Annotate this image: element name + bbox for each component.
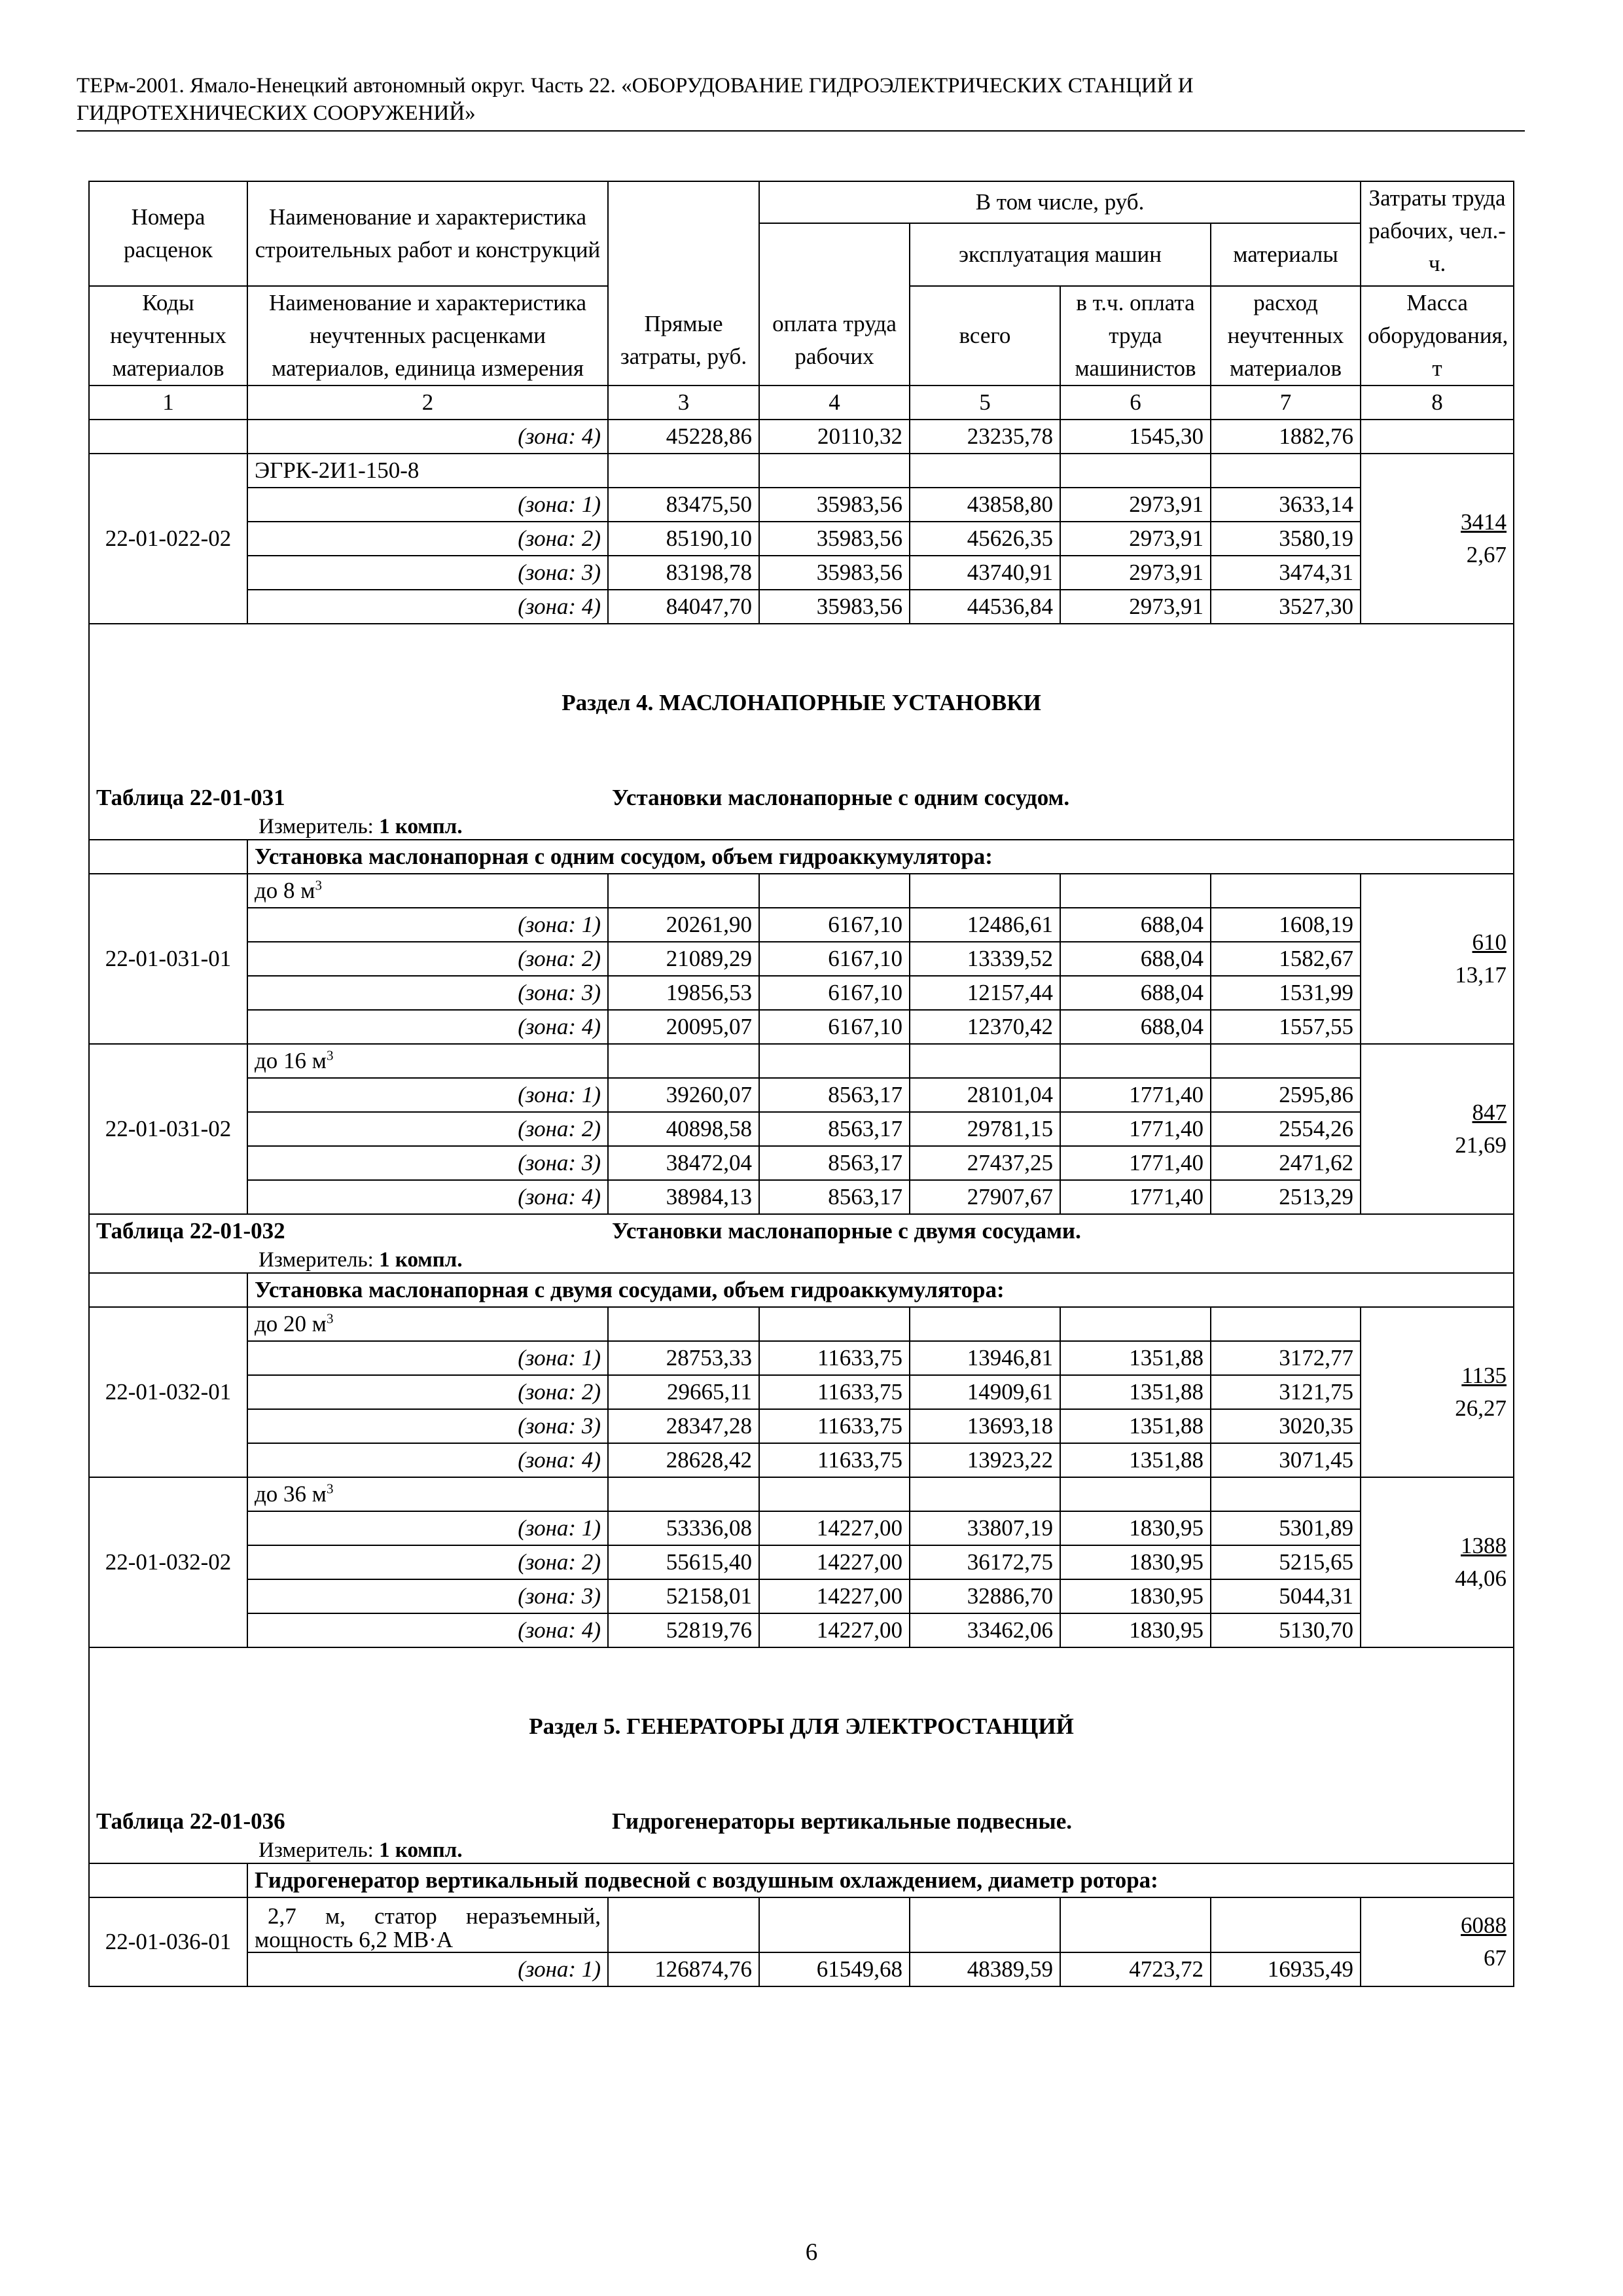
section-title: Раздел 4. МАСЛОНАПОРНЫЕ УСТАНОВКИ bbox=[89, 624, 1514, 781]
rate-code: 22-01-022-02 bbox=[89, 454, 247, 624]
machinists-pay: 1545,30 bbox=[1060, 420, 1211, 454]
zone-row: (зона: 1) 53336,08 14227,00 33807,19 1830,95 5301,89 bbox=[89, 1511, 1514, 1545]
col-num: 6 bbox=[1060, 386, 1211, 420]
col-including: В том числе, руб. bbox=[759, 181, 1361, 223]
col-labor: Затраты труда рабочих, чел.-ч. bbox=[1361, 181, 1514, 286]
col-num: 8 bbox=[1361, 386, 1514, 420]
col-rate-numbers: Номера расценок bbox=[89, 181, 247, 286]
rate-code: 22-01-031-01 bbox=[89, 874, 247, 1044]
table-heading bbox=[89, 781, 1514, 840]
subheading-row bbox=[89, 840, 1514, 874]
col-equipment-mass: Масса оборудования, т bbox=[1361, 286, 1514, 386]
col-direct-costs: Прямые затраты, руб. bbox=[608, 181, 759, 386]
col-workers-pay: оплата труда рабочих bbox=[759, 223, 910, 386]
col-num: 7 bbox=[1211, 386, 1361, 420]
table-heading-row bbox=[89, 1805, 1514, 1863]
col-num: 1 bbox=[89, 386, 247, 420]
table-heading-row bbox=[89, 781, 1514, 840]
zone-row: (зона: 4) 28628,42 11633,75 13923,22 1351,88 3071,45 bbox=[89, 1443, 1514, 1477]
zone-row: (зона: 3) 19856,53 6167,10 12157,44 688,04 1531,99 bbox=[89, 976, 1514, 1010]
rate-code: 22-01-032-01 bbox=[89, 1307, 247, 1477]
col-unaccounted-consumption: расход неучтенных материалов bbox=[1211, 286, 1361, 386]
meter: Измеритель: 1 компл. bbox=[259, 1839, 463, 1862]
meter: Измеритель: 1 компл. bbox=[259, 815, 463, 838]
rate-name: до 20 $м^3$ bbox=[247, 1307, 608, 1341]
zone-row: (зона: 4) 52819,76 14227,00 33462,06 1830,95 5130,70 bbox=[89, 1613, 1514, 1647]
mass-cell: 1388 44,06 bbox=[1361, 1477, 1514, 1647]
header-line-1: ТЕРм-2001. Ямало-Ненецкий автономный округ. Часть 22. «ОБОРУДОВАНИЕ ГИДРОЭЛЕКТРИЧЕСКИХ СТАНЦИЙ И bbox=[77, 74, 1194, 98]
mass-cell: 1135 26,27 bbox=[1361, 1307, 1514, 1477]
col-num: 3 bbox=[608, 386, 759, 420]
subheading-row bbox=[89, 1273, 1514, 1307]
table-heading bbox=[89, 1214, 1514, 1273]
zone-row: (зона: 1) 20261,90 6167,10 12486,61 688,04 1608,19 bbox=[89, 908, 1514, 942]
table-label: Таблица 22-01-032 bbox=[96, 1218, 285, 1244]
materials-cost: 1882,76 bbox=[1211, 420, 1361, 454]
table-title: Установки маслонапорные с двумя сосудами. bbox=[612, 1218, 1081, 1244]
col-name-desc: Наименование и характеристика строительных работ и конструкций bbox=[247, 181, 608, 286]
rates-table bbox=[88, 181, 1514, 1987]
section-row bbox=[89, 624, 1514, 781]
table-heading-row bbox=[89, 1214, 1514, 1273]
table-title: Гидрогенераторы вертикальные подвесные. bbox=[612, 1808, 1072, 1834]
table-title: Установки маслонапорные с одним сосудом. bbox=[612, 785, 1070, 810]
zone-row: (зона: 1) 39260,07 8563,17 28101,04 1771,40 2595,86 bbox=[89, 1078, 1514, 1112]
zone-row: (зона: 2) 29665,11 11633,75 14909,61 1351,88 3121,75 bbox=[89, 1375, 1514, 1409]
rate-name: ЭГРК-2И1-150-8 bbox=[247, 454, 608, 488]
column-numbers-row bbox=[89, 386, 1514, 420]
zone-row: (зона: 3) 83198,78 35983,56 43740,91 2973,91 3474,31 bbox=[89, 556, 1514, 590]
meter: Измеритель: 1 компл. bbox=[259, 1248, 463, 1272]
col-machine-operation: эксплуатация машин bbox=[910, 223, 1211, 286]
zone-row: (зона: 1) 83475,50 35983,56 43858,80 2973,91 3633,14 bbox=[89, 488, 1514, 522]
col-num: 5 bbox=[910, 386, 1060, 420]
col-incl-machinists: в т.ч. оплата труда машинистов bbox=[1060, 286, 1211, 386]
zone-row: (зона: 1) 126874,76 61549,68 48389,59 4723,72 16935,49 bbox=[89, 1952, 1514, 1986]
col-unaccounted-desc: Наименование и характеристика неучтенных расценками материалов, единица измерения bbox=[247, 286, 608, 386]
zone-row: (зона: 2) 40898,58 8563,17 29781,15 1771,40 2554,26 bbox=[89, 1112, 1514, 1146]
mass-cell bbox=[1361, 454, 1514, 624]
section-row bbox=[89, 1647, 1514, 1805]
zone-row: (зона: 3) 38472,04 8563,17 27437,25 1771,40 2471,62 bbox=[89, 1146, 1514, 1180]
workers-pay: 20110,32 bbox=[759, 420, 910, 454]
mass-cell: 610 13,17 bbox=[1361, 874, 1514, 1044]
mass-cell: 6088 67 bbox=[1361, 1897, 1514, 1986]
col-num: 2 bbox=[247, 386, 608, 420]
table-label: Таблица 22-01-031 bbox=[96, 785, 285, 810]
table-subheading: Гидрогенератор вертикальный подвесной с воздушным охлаждением, диаметр ротора: bbox=[247, 1863, 1514, 1897]
rate-name: до 16 $м^3$ bbox=[247, 1044, 608, 1078]
zone-row: (зона: 3) 28347,28 11633,75 13693,18 1351,88 3020,35 bbox=[89, 1409, 1514, 1443]
zone-row: (зона: 3) 52158,01 14227,00 32886,70 1830,95 5044,31 bbox=[89, 1579, 1514, 1613]
table-heading bbox=[89, 1805, 1514, 1863]
section-title: Раздел 5. ГЕНЕРАТОРЫ ДЛЯ ЭЛЕКТРОСТАНЦИЙ bbox=[89, 1647, 1514, 1805]
table-subheading: Установка маслонапорная с одним сосудом, объем гидроаккумулятора: bbox=[247, 840, 1514, 874]
subheading-row bbox=[89, 1863, 1514, 1897]
labor-value: 3414 bbox=[1461, 509, 1507, 535]
page-number: 6 bbox=[805, 2239, 818, 2266]
mass-cell: 847 21,69 bbox=[1361, 1044, 1514, 1214]
rate-name: 2,7 м, статор неразъемный, мощность 6,2 МВ·А bbox=[247, 1897, 608, 1952]
rate-name: до 36 $м^3$ bbox=[247, 1477, 608, 1511]
header-line-2: ГИДРОТЕХНИЧЕСКИХ СООРУЖЕНИЙ» bbox=[77, 101, 476, 125]
zone-row: (зона: 2) 21089,29 6167,10 13339,52 688,04 1582,67 bbox=[89, 942, 1514, 976]
rate-code: 22-01-031-02 bbox=[89, 1044, 247, 1214]
col-materials: материалы bbox=[1211, 223, 1361, 286]
header-row-1 bbox=[89, 181, 1514, 223]
rate-code: 22-01-036-01 bbox=[89, 1897, 247, 1986]
zone-row: (зона: 4) 20095,07 6167,10 12370,42 688,04 1557,55 bbox=[89, 1010, 1514, 1044]
table-row bbox=[89, 1307, 1514, 1341]
mass-value: 2,67 bbox=[1466, 542, 1507, 567]
table-row bbox=[89, 1897, 1514, 1952]
table-row bbox=[89, 1044, 1514, 1078]
zone-row: (зона: 2) 55615,40 14227,00 36172,75 1830,95 5215,65 bbox=[89, 1545, 1514, 1579]
zone-label: (зона: 4) bbox=[247, 420, 608, 454]
col-num: 4 bbox=[759, 386, 910, 420]
zone-row: (зона: 4) 84047,70 35983,56 44536,84 2973,91 3527,30 bbox=[89, 590, 1514, 624]
machine-total: 23235,78 bbox=[910, 420, 1060, 454]
table-subheading: Установка маслонапорная с двумя сосудами, объем гидроаккумулятора: bbox=[247, 1273, 1514, 1307]
rate-name: до 8 $м^3$ bbox=[247, 874, 608, 908]
rate-code: 22-01-032-02 bbox=[89, 1477, 247, 1647]
page-header bbox=[77, 72, 1523, 127]
table-row bbox=[89, 874, 1514, 908]
carryover-row bbox=[89, 420, 1514, 454]
table-row bbox=[89, 1477, 1514, 1511]
col-total: всего bbox=[910, 286, 1060, 386]
header-divider bbox=[77, 130, 1525, 132]
col-material-codes: Коды неучтенных материалов bbox=[89, 286, 247, 386]
zone-row: (зона: 2) 85190,10 35983,56 45626,35 2973,91 3580,19 bbox=[89, 522, 1514, 556]
table-label: Таблица 22-01-036 bbox=[96, 1808, 285, 1834]
table-row bbox=[89, 454, 1514, 488]
zone-row: (зона: 4) 38984,13 8563,17 27907,67 1771,40 2513,29 bbox=[89, 1180, 1514, 1214]
zone-row: (зона: 1) 28753,33 11633,75 13946,81 1351,88 3172,77 bbox=[89, 1341, 1514, 1375]
direct-cost: 45228,86 bbox=[608, 420, 759, 454]
